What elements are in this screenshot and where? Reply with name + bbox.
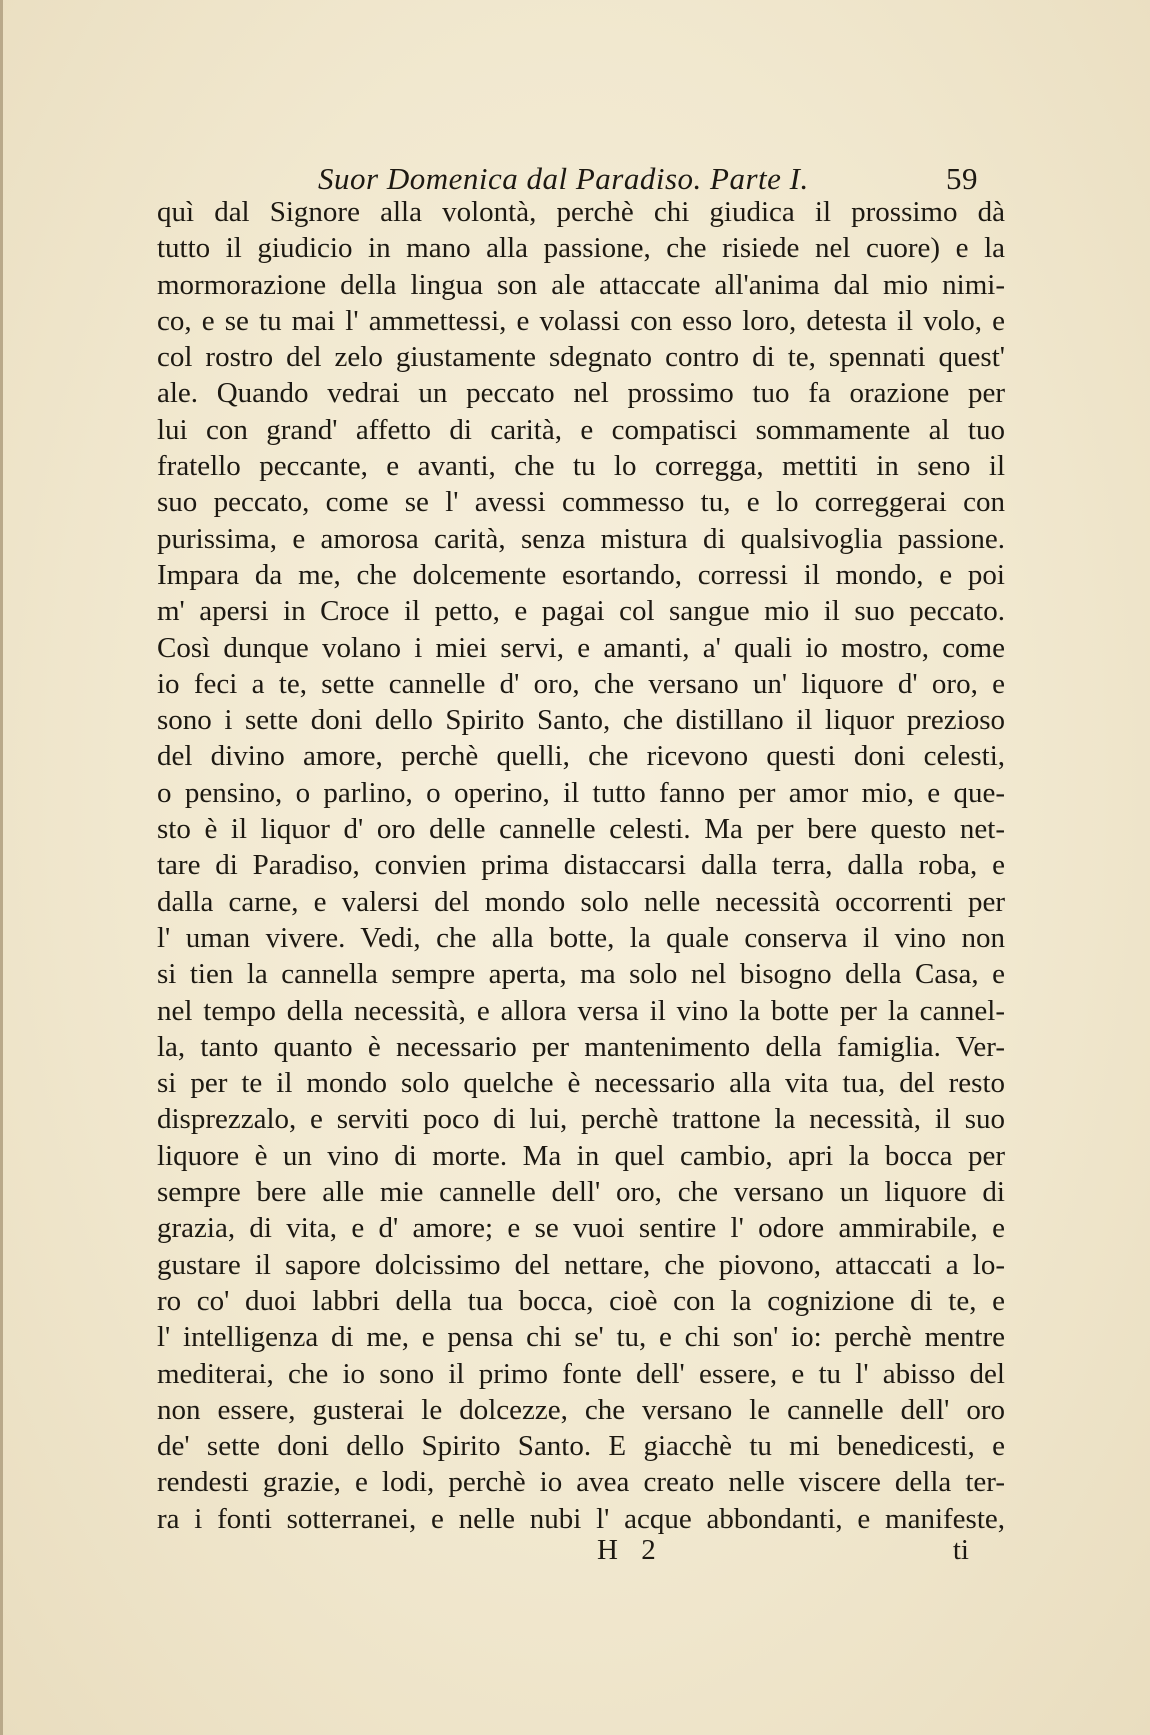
body-text — [157, 194, 1005, 1537]
catchword: ti — [952, 1534, 969, 1566]
text-line: disprezzalo, e serviti poco di lui, perchè trattone la necessità, il suo — [157, 1103, 1005, 1136]
text-line: ra i fonti sotterranei, e nelle nubi l' acque abbondanti, e manifeste, — [157, 1502, 1005, 1535]
text-line: purissima, e amorosa carità, senza mistura di qualsivoglia passione. — [157, 522, 1005, 555]
text-line: mormorazione della lingua son ale attaccate all'anima dal mio nimi- — [157, 268, 1005, 301]
text-line: liquore è un vino di morte. Ma in quel cambio, apri la bocca per — [157, 1139, 1005, 1172]
running-title: Suor Domenica dal Paradiso. Parte I. — [318, 161, 809, 196]
text-line: l' intelligenza di me, e pensa chi se' tu, e chi son' io: perchè mentre — [157, 1321, 1005, 1354]
page-footer — [157, 1530, 1005, 1570]
text-line: tare di Paradiso, convien prima distaccarsi dalla terra, dalla roba, e — [157, 849, 1005, 882]
text-line: rendesti grazie, e lodi, perchè io avea creato nelle viscere della ter- — [157, 1466, 1005, 1499]
text-line: Così dunque volano i miei servi, e amanti, a' quali io mostro, come — [157, 631, 1005, 664]
text-line: l' uman vivere. Vedi, che alla botte, la quale conserva il vino non — [157, 921, 1005, 954]
text-line: mediterai, che io sono il primo fonte dell' essere, e tu l' abisso del — [157, 1357, 1005, 1390]
text-line: del divino amore, perchè quelli, che ricevono questi doni celesti, — [157, 740, 1005, 773]
text-line: col rostro del zelo giustamente sdegnato contro di te, spennati quest' — [157, 341, 1005, 374]
text-line: lui con grand' affetto di carità, e compatisci sommamente al tuo — [157, 413, 1005, 446]
text-line: la, tanto quanto è necessario per mantenimento della famiglia. Ver- — [157, 1030, 1005, 1063]
text-line: tutto il giudicio in mano alla passione, che risiede nel cuore) e la — [157, 232, 1005, 265]
text-line: nel tempo della necessità, e allora versa il vino la botte per la cannel- — [157, 994, 1005, 1027]
text-line: m' apersi in Croce il petto, e pagai col sangue mio il suo peccato. — [157, 595, 1005, 628]
text-line: io feci a te, sette cannelle d' oro, che versano un' liquore d' oro, e — [157, 667, 1005, 700]
text-line: suo peccato, come se l' avessi commesso tu, e lo correggerai con — [157, 486, 1005, 519]
text-line: sempre bere alle mie cannelle dell' oro, che versano un liquore di — [157, 1176, 1005, 1209]
text-line: gustare il sapore dolcissimo del nettare, che piovono, attaccati a lo- — [157, 1248, 1005, 1281]
text-line: ro co' duoi labbri della tua bocca, cioè con la cognizione di te, e — [157, 1284, 1005, 1317]
text-line: sto è il liquor d' oro delle cannelle celesti. Ma per bere questo net- — [157, 813, 1005, 846]
page-number: 59 — [946, 161, 978, 196]
text-line: dalla carne, e valersi del mondo solo nelle necessità occorrenti per — [157, 885, 1005, 918]
text-line: de' sette doni dello Spirito Santo. E giacchè tu mi benedicesti, e — [157, 1430, 1005, 1463]
text-line: ale. Quando vedrai un peccato nel prossimo tuo fa orazione per — [157, 377, 1005, 410]
text-line: quì dal Signore alla volontà, perchè chi giudica il prossimo dà — [157, 196, 1005, 228]
text-line: Impara da me, che dolcemente esortando, corressi il mondo, e poi — [157, 558, 1005, 591]
text-line: co, e se tu mai l' ammettessi, e volassi con esso loro, detesta il volo, e — [157, 304, 1005, 337]
signature-mark: H 2 — [597, 1534, 664, 1566]
text-line: si tien la cannella sempre aperta, ma solo nel bisogno della Casa, e — [157, 958, 1005, 991]
text-line: fratello peccante, e avanti, che tu lo corregga, mettiti in seno il — [157, 450, 1005, 483]
text-line: non essere, gusterai le dolcezze, che versano le cannelle dell' oro — [157, 1393, 1005, 1426]
text-line: sono i sette doni dello Spirito Santo, che distillano il liquor prezioso — [157, 704, 1005, 737]
page-edge — [0, 0, 3, 1735]
text-line: grazia, di vita, e d' amore; e se vuoi sentire l' odore ammirabile, e — [157, 1212, 1005, 1245]
text-line: si per te il mondo solo quelche è necessario alla vita tua, del resto — [157, 1067, 1005, 1100]
text-line: o pensino, o parlino, o operino, il tutto fanno per amor mio, e que- — [157, 776, 1005, 809]
